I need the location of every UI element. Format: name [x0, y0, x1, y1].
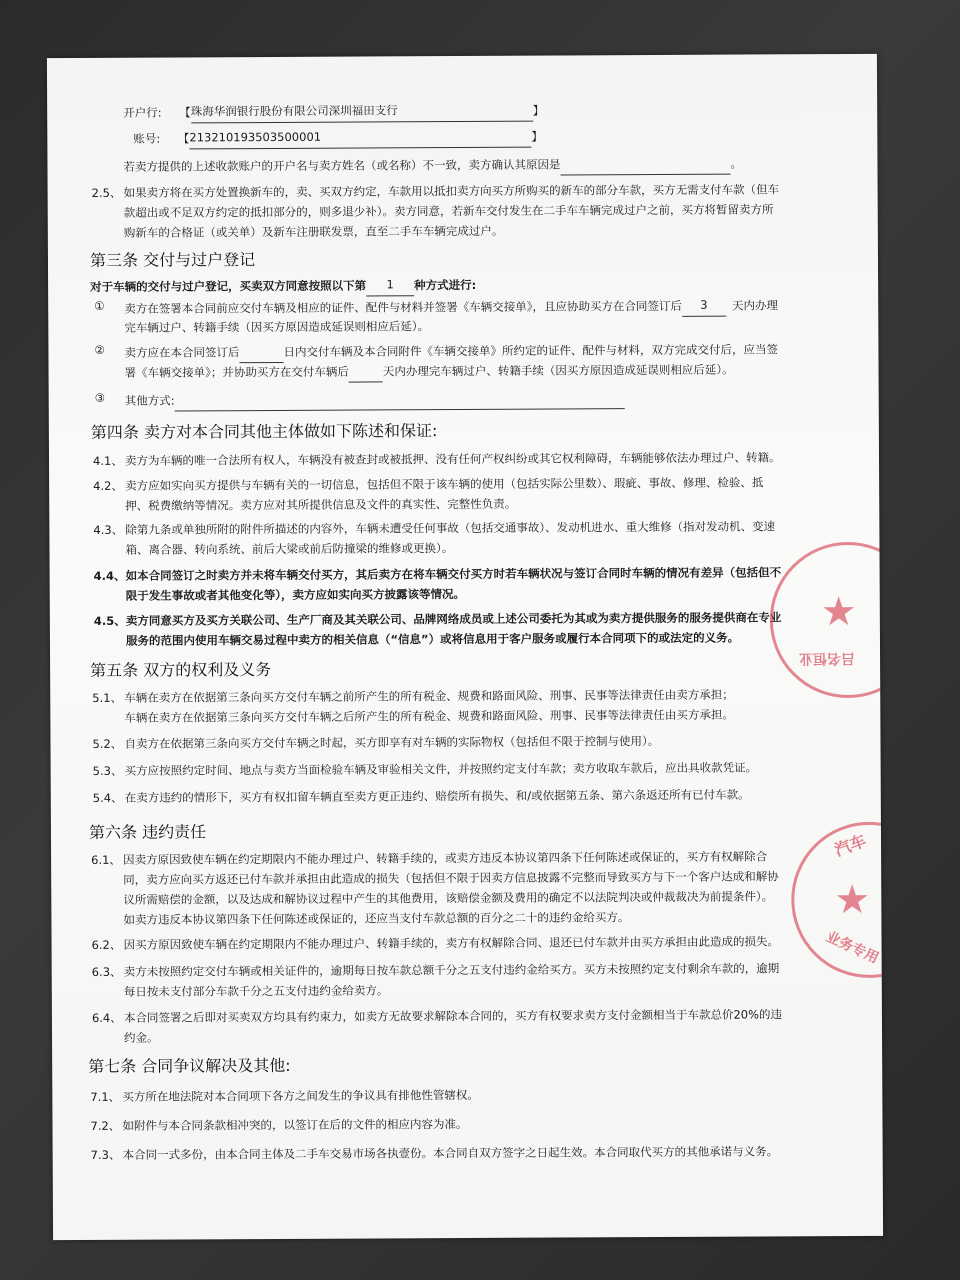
- clause-text: 在卖方违约的情形下，买方有权扣留车辆直至卖方更正违约、赔偿所有损失、和/或依据第五条、第六条返还所有已付车款。: [124, 787, 750, 805]
- seal-text: 汽车: [832, 830, 869, 860]
- clause-text: 本合同一式多份，由本合同主体及二手车交易市场各执壹份。本合同自双方签字之日起生效。本合同取代买方的其他承诺与义务。: [122, 1144, 779, 1162]
- clause-number: 4.4、: [93, 568, 126, 583]
- other-method-field[interactable]: [175, 387, 625, 411]
- option-mark: ③: [94, 390, 106, 405]
- mismatch-blank[interactable]: [560, 153, 730, 176]
- clause-number: 7.2、: [90, 1118, 121, 1133]
- clause-text: 如本合同签订之时卖方并未将车辆交付买方，其后卖方在将车辆交付买方时若车辆状况与签订合同时车辆的情况有差异（包括但不: [125, 565, 782, 583]
- option-2-line2: [125, 359, 734, 384]
- clause-number: 4.5、: [93, 613, 126, 628]
- clause-text: 购新车的合格证（或关单）及新车注册联发票，直至二手车车辆完成过户。: [123, 223, 504, 240]
- clause-text: 限于发生事故或者其他变化等），卖方应如实向买方披露该等情况。: [125, 586, 466, 603]
- clause-text: 约金。: [124, 1030, 159, 1045]
- clause-text: 每日按未支付部分车款千分之五支付违约金给卖方。: [123, 983, 389, 999]
- bank-row: [123, 100, 544, 124]
- method-choice[interactable]: 1: [366, 274, 414, 296]
- option-text: 卖方在签署本合同前应交付车辆及相应的证件、配件与材料并签署《车辆交接单》，且应协助买方在合同签订后: [124, 298, 683, 316]
- bank-value: 珠海华润银行股份有限公司深圳福田支行: [191, 100, 533, 124]
- business-seal: [791, 821, 883, 978]
- clause-text: 服务的范围内使用车辆交易过程中卖方的相关信息（“信息”）或将信息用于客户服务或履行本合同项下的或法定的义务。: [125, 630, 740, 648]
- clause-text: 因买方原因致使车辆在约定期限内不能办理过户、转籍手续的，卖方有权解除合同、退还已付车款并由买方承担由此造成的损失。: [123, 934, 780, 952]
- clause-text: 买方所在地法院对本合同项下各方之间发生的争议具有排他性管辖权。: [122, 1087, 479, 1104]
- bracket: 】: [532, 103, 545, 118]
- option-text: 署《车辆交接单》；并协助买方在交付车辆后: [124, 364, 349, 380]
- seal-star-icon: ★: [820, 588, 857, 636]
- clause-number: 5.4、: [92, 790, 123, 805]
- clause-text: 卖方同意买方及买方关联公司、生产厂商及其关联公司、品牌网络成员或上述公司委托为其或为卖方提供服务的服务提供商在专业: [125, 610, 782, 628]
- clause-number: 6.3、: [91, 964, 122, 979]
- days-field[interactable]: 3: [682, 295, 726, 317]
- intro-text: 种方式进行:: [414, 277, 477, 293]
- option-mark: ②: [94, 342, 105, 357]
- clause-number: 5.3、: [92, 763, 123, 778]
- option-text: 其他方式:: [124, 393, 175, 408]
- days-field[interactable]: [349, 360, 383, 382]
- clause-text: 除第九条或单独所附的附件所描述的内容外，车辆未遭受任何事故（包括交通事故）、发动机进水、重大维修（指对发动机、变速: [125, 519, 776, 537]
- days-field[interactable]: [239, 341, 283, 363]
- bracket: 】: [531, 129, 543, 144]
- intro-text: 对于车辆的交付与过户登记，买卖双方同意按照以下第: [90, 278, 367, 294]
- option-text: 卖方应在本合同签订后: [124, 345, 240, 360]
- bank-label: 开户行:: [123, 105, 162, 120]
- clause-text: 车辆在卖方在依据第三条向买方交付车辆之前所产生的所有税金、规费和路面风险、刑事、民事等法律责任由卖方承担；: [124, 687, 734, 705]
- clause-number: 4.3、: [93, 522, 124, 537]
- mismatch-note: 若卖方提供的上述收款账户的开户名与卖方姓名（或名称）不一致，卖方确认其原因是 。: [123, 153, 742, 178]
- clause-number: 7.3、: [90, 1147, 121, 1162]
- clause-number: 5.2、: [92, 736, 123, 751]
- delivery-intro: [90, 274, 476, 298]
- clause-text: 如卖方违反本协议第四条下任何陈述或保证的，还应当支付车款总额的百分之二十的违约金给买方。: [123, 910, 630, 927]
- clause-number: 5.1、: [92, 690, 123, 705]
- bracket: 【: [177, 131, 190, 146]
- clause-text: 箱、离合器、转向系统、前后大梁或前后防撞梁的维修或更换）。: [125, 541, 454, 557]
- option-mark: ①: [94, 298, 105, 313]
- clause-text: 如附件与本合同条款相冲突的，以签订在后的文件的相应内容为准。: [122, 1116, 468, 1133]
- option-text: 完车辆过户、转籍手续（因买方原因造成延误则相应后延）。: [124, 319, 430, 335]
- section-heading: 第四条 卖方对本合同其他主体做如下陈述和保证:: [90, 421, 438, 442]
- option-1-line1: [124, 294, 778, 319]
- section-heading: 第三条 交付与过户登记: [89, 250, 256, 270]
- seal-text: 业务专用: [823, 928, 881, 967]
- clause-text: 卖方未按照约定交付车辆或相关证件的，逾期每日按车款总额千分之五支付违约金给买方。买方未按照约定支付剩余车款的，逾期: [123, 961, 780, 979]
- company-seal: [769, 542, 883, 699]
- clause-number: 4.2、: [93, 478, 123, 493]
- section-heading: 第五条 双方的权利及义务: [90, 660, 272, 680]
- clause-text: 本合同签署之后即对买卖双方均具有约束力，如卖方无故要求解除本合同的，买方有权要求卖方支付金额相当于车款总价20%的违: [123, 1007, 783, 1025]
- seal-star-icon: ★: [834, 876, 871, 924]
- seal-text: 吕名恒业: [799, 649, 856, 667]
- clause-number: 6.2、: [91, 937, 122, 952]
- clause-number: 7.1、: [90, 1089, 121, 1104]
- clause-number: 6.1、: [91, 852, 121, 867]
- account-row: [133, 126, 543, 150]
- clause-number: 6.4、: [91, 1010, 122, 1025]
- clause-text: 同，卖方应向买方返还已付车款并承担由此造成的损失（包括但不限于因卖方信息披露不完整而导致买方与下一个客户达成和解协: [123, 869, 779, 887]
- clause-text: 款超出或不足双方约定的抵扣部分的，则多退少补）。卖方同意，若新车交付发生在二手车车辆完成过户之前，买方将暂留卖方所: [123, 202, 774, 220]
- option-text: 日内交付车辆及本合同附件《车辆交接单》所约定的证件、配件与材料，双方完成交付后，应当签: [283, 342, 778, 359]
- contract-page: [47, 54, 883, 1240]
- clause-number: 2.5、: [91, 185, 122, 200]
- option-text: 天内办理完车辆过户、转籍手续（因买方原因造成延误则相应后延）。: [382, 362, 734, 379]
- clause-text: 押、税费缴纳等情况。卖方应对其所提供信息及文件的真实性、完整性负责。: [125, 496, 517, 513]
- mismatch-text: 若卖方提供的上述收款账户的开户名与卖方姓名（或名称）不一致，卖方确认其原因是: [123, 157, 561, 174]
- clause-text: 自卖方在依据第三条向买方交付车辆之时起，买方即享有对车辆的实际物权（包括但不限于控制与使用）。: [124, 733, 660, 751]
- clause-text: 卖方应如实向买方提供与车辆有关的一切信息，包括但不限于该车辆的使用（包括实际公里数）、瑕疵、事故、修理、检验、抵: [125, 475, 764, 493]
- clause-text: 买方应按照约定时间、地点与卖方当面检验车辆及审验相关文件，并按照约定支付车款；卖方收取车款后，应出具收款凭证。: [124, 760, 758, 778]
- clause-text: 议所需赔偿的金额，以及达成和解协议过程中产生的其他费用，该赔偿金额及费用的确定不以法院判决或仲裁裁决为前提条件）。: [123, 889, 774, 907]
- clause-text: 如果卖方将在买方处置换新车的，卖、买双方约定，车款用以抵扣卖方向买方所购买的新车的部分车款，买方无需支付车款（但车: [123, 182, 780, 200]
- clause-text: 因卖方原因致使车辆在约定期限内不能办理过户、转籍手续的，或卖方违反本协议第四条下任何陈述或保证的，买方有权解除合: [123, 849, 768, 867]
- bracket: 【: [179, 105, 191, 120]
- option-text: 天内办理: [731, 298, 779, 313]
- clause-text: 卖方为车辆的唯一合法所有权人，车辆没有被查封或被抵押、没有任何产权纠纷或其它权利障碍，车辆能够依法办理过户、转籍。: [124, 450, 781, 468]
- section-heading: 第六条 违约责任: [88, 822, 207, 842]
- account-label: 账号:: [133, 131, 161, 146]
- option-3: [125, 387, 625, 412]
- section-heading: 第七条 合同争议解决及其他:: [88, 1055, 291, 1076]
- account-value: 213210193503500001: [189, 126, 531, 150]
- clause-text: 车辆在卖方在依据第三条向买方交付车辆之后所产生的所有税金、规费和路面风险、刑事、民事等法律责任由买方承担。: [124, 707, 734, 725]
- clause-number: 4.1、: [92, 453, 123, 468]
